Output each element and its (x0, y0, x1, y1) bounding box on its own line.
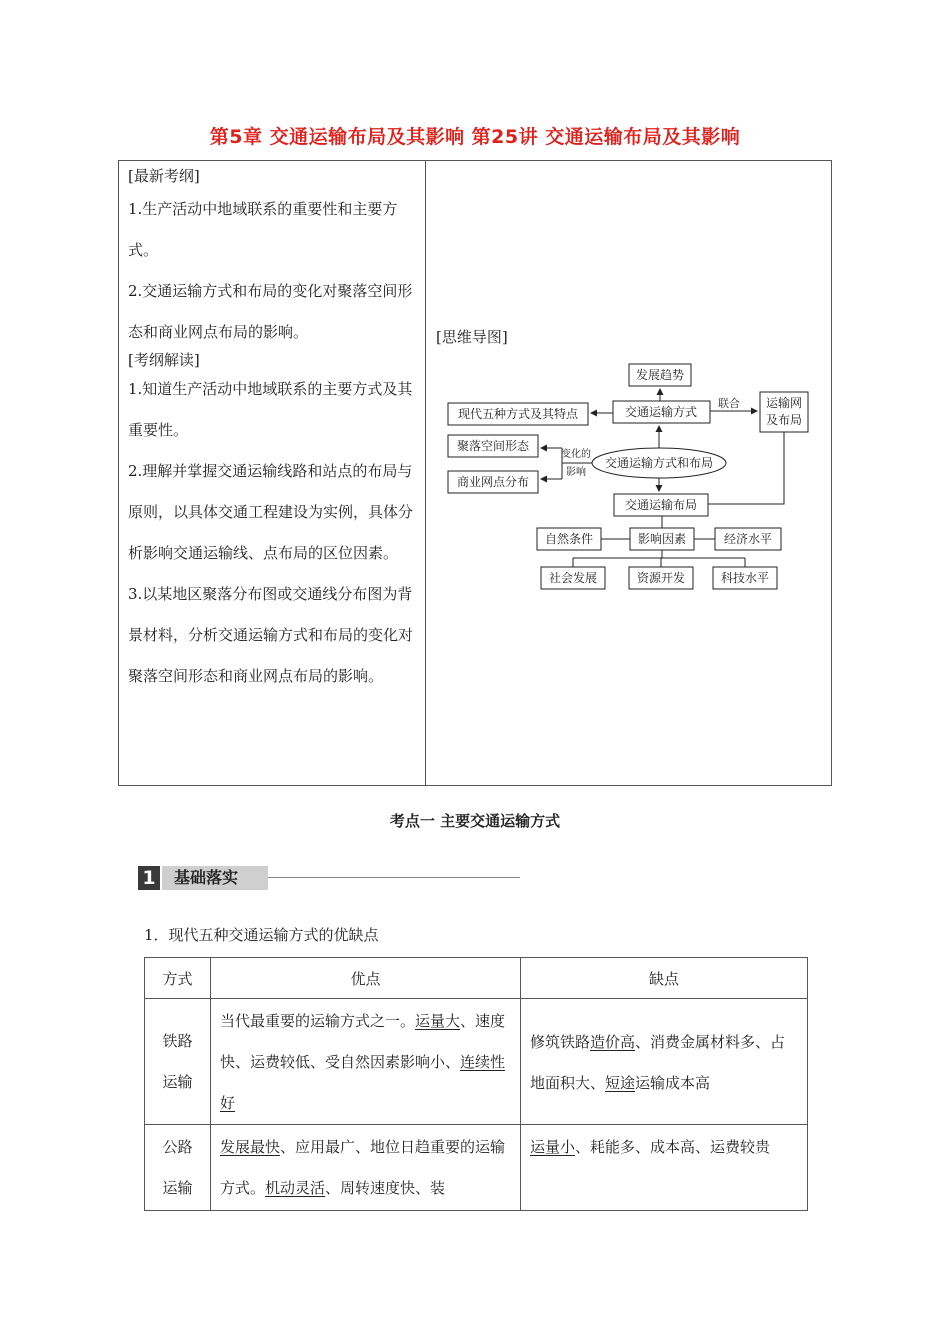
text-run: 、周转速度快、装 (325, 1179, 446, 1197)
underlined-term: 短途 (605, 1073, 636, 1092)
row-type (145, 999, 211, 1125)
node-mode-label: 交通运输方式 (624, 405, 698, 419)
list-heading: 1．现代五种交通运输方式的优缺点 (144, 926, 379, 944)
syllabus-column (119, 161, 426, 785)
row-cons (521, 1125, 808, 1211)
underlined-term: 连续性好 (220, 1053, 506, 1112)
type-line: 铁路 (162, 1032, 193, 1050)
kaogang-heading: [最新考纲] (128, 167, 200, 185)
row-type (145, 1125, 211, 1211)
node-society-label: 社会发展 (548, 571, 598, 585)
node-tech-label: 科技水平 (720, 571, 770, 585)
link-label: 联合 (718, 397, 740, 410)
text-run: 、耗能多、成本高、运费较贵 (575, 1138, 771, 1156)
kaogang-item: 1.生产活动中地域联系的重要性和主要方式。 (128, 200, 398, 259)
node-network-label-2: 及布局 (765, 413, 803, 427)
change-label-1: 变化的 (561, 449, 591, 460)
underlined-term: 运量大 (415, 1012, 461, 1030)
node-factors-label: 影响因素 (637, 532, 687, 546)
node-resource-label: 资源开发 (636, 571, 686, 585)
row-cons (521, 999, 808, 1125)
node-center-label: 交通运输方式和布局 (604, 456, 714, 470)
underlined-term: 造价高 (590, 1032, 636, 1051)
node-trend-label: 发展趋势 (635, 368, 685, 382)
table-row (145, 999, 808, 1125)
syllabus-table (118, 160, 832, 786)
type-line: 运输 (162, 1073, 193, 1091)
header-type: 方式 (145, 958, 211, 999)
kaogang-item: 2.交通运输方式和布局的变化对聚落空间形态和商业网点布局的影响。 (128, 282, 413, 341)
underlined-term: 运量小 (530, 1138, 576, 1156)
text-run: 、应用最广、地位日趋重要的运输方式。 (220, 1138, 506, 1197)
node-layout-label: 交通运输布局 (624, 498, 698, 512)
jiedu-heading: [考纲解读] (128, 351, 200, 369)
transport-comparison-table (144, 957, 808, 1211)
text-run: 、消费金属材料多、占地面积大、 (530, 1032, 786, 1092)
node-economy-label: 经济水平 (723, 532, 773, 546)
mindmap-column (426, 161, 831, 785)
table-header-row (145, 958, 808, 999)
section-divider (268, 877, 520, 878)
text-run: 修筑铁路 (530, 1032, 591, 1051)
type-line: 运输 (162, 1179, 193, 1197)
node-commerce-label: 商业网点分布 (456, 475, 530, 489)
jiedu-item: 1.知道生产活动中地域联系的主要方式及其重要性。 (128, 380, 413, 439)
header-cons: 缺点 (521, 958, 808, 999)
jiedu-item: 3.以某地区聚落分布图或交通线分布图为背景材料，分析交通运输方式和布局的变化对聚落空间形态和商业网点布局的影响。 (128, 585, 414, 685)
section-title: 考点一 主要交通运输方式 (389, 812, 561, 830)
row-pros (211, 1125, 521, 1211)
section-badge-label: 基础落实 (162, 866, 268, 890)
node-nature-label: 自然条件 (544, 532, 594, 546)
underlined-term: 机动灵活 (265, 1179, 326, 1197)
mindmap-label: [思维导图] (436, 328, 508, 346)
text-run: 当代最重要的运输方式之一。 (220, 1012, 416, 1030)
text-run: 、速度快、运费较低、受自然因素影响小、 (220, 1012, 506, 1071)
table-row (145, 1125, 808, 1211)
underlined-term: 发展最快 (220, 1138, 281, 1156)
text-run: 运输成本高 (635, 1073, 711, 1092)
node-network-label-1: 运输网 (765, 396, 803, 410)
page-title: 第5章 交通运输布局及其影响 第25讲 交通运输布局及其影响 (209, 126, 741, 148)
header-pros: 优点 (211, 958, 521, 999)
node-modern-label: 现代五种方式及其特点 (457, 407, 579, 421)
jiedu-item: 2.理解并掌握交通运输线路和站点的布局与原则，以具体交通工程建设为实例，具体分析影响交通运输线、点布局的区位因素。 (128, 462, 414, 562)
mindmap-diagram (426, 161, 831, 785)
section-badge-number: 1 (138, 866, 160, 890)
row-pros (211, 999, 521, 1125)
type-line: 公路 (162, 1138, 193, 1156)
change-label-2: 影响 (566, 467, 586, 478)
node-settlement-label: 聚落空间形态 (456, 439, 530, 453)
